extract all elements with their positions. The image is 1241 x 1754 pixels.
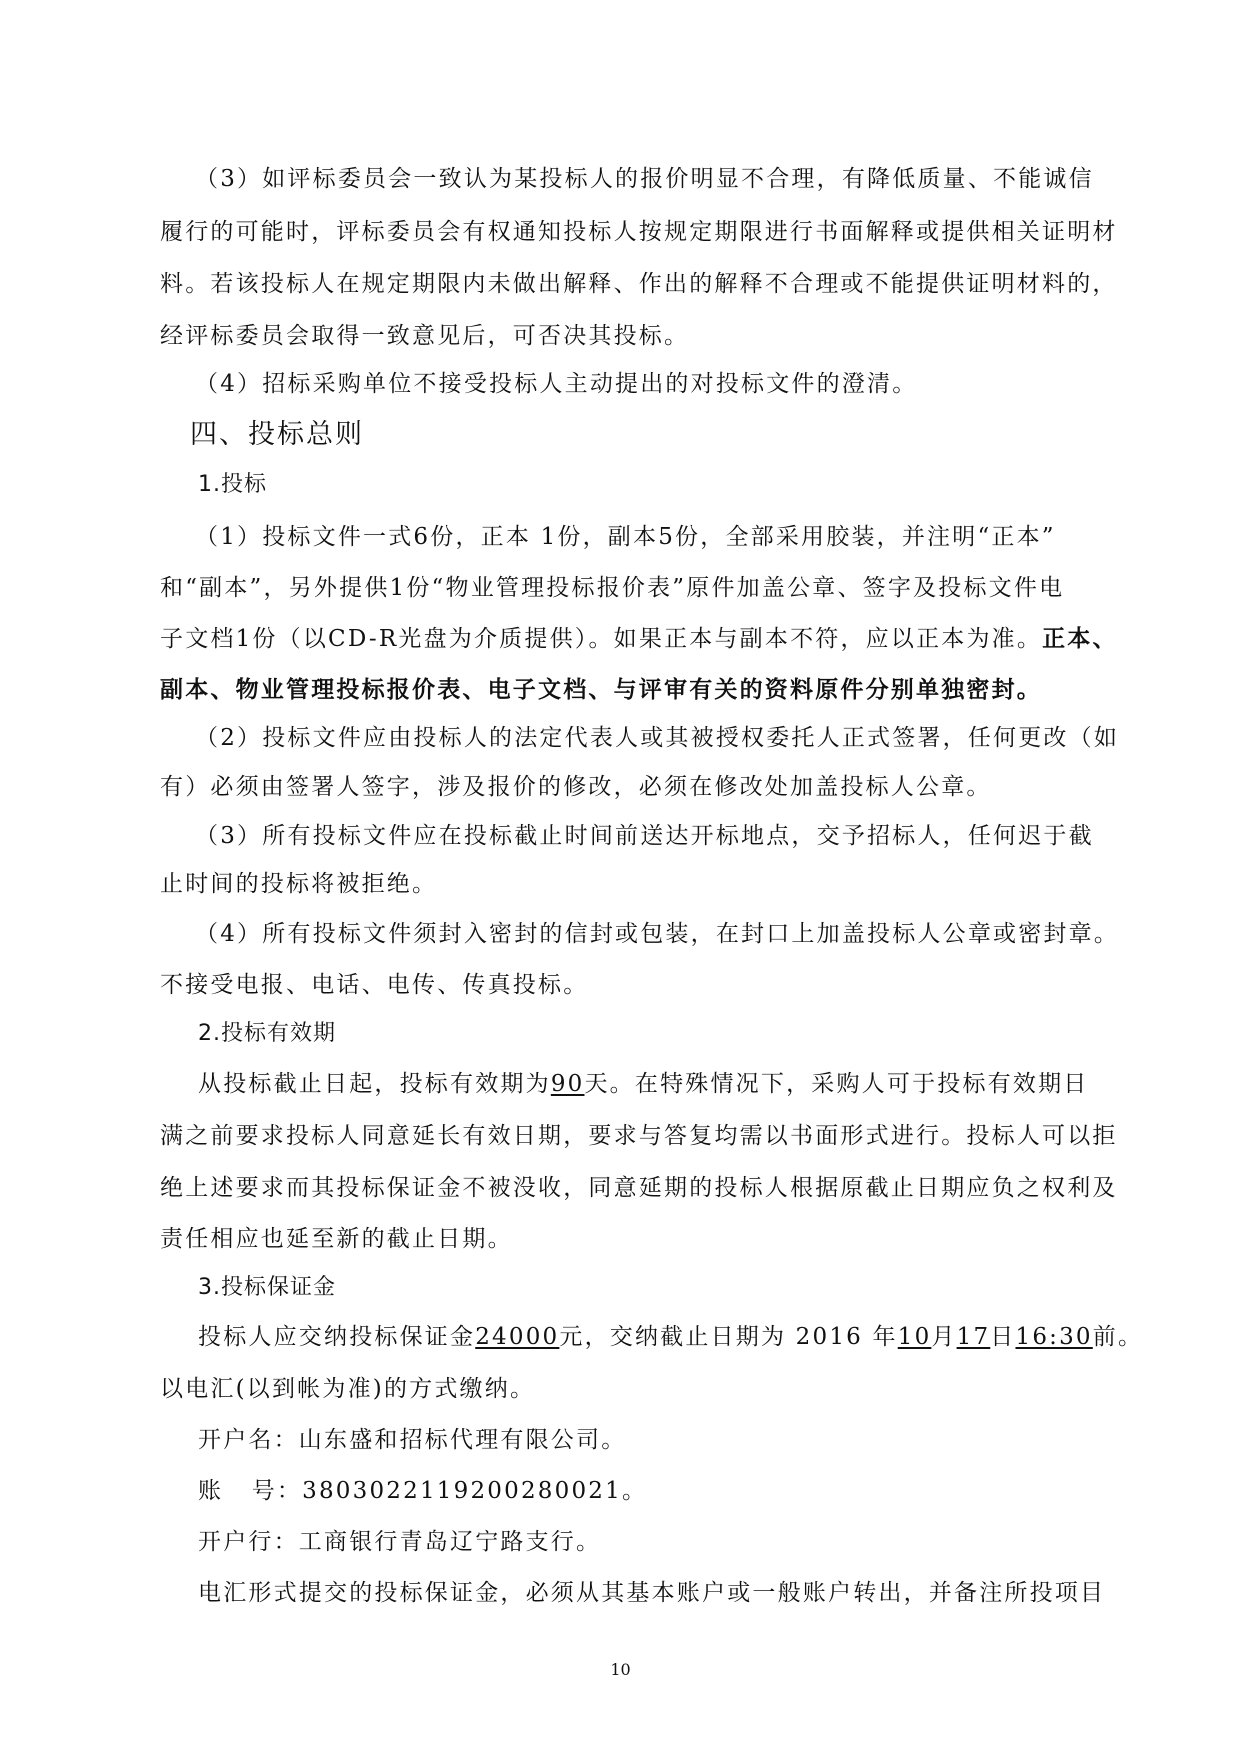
section-heading: 四、投标总则 <box>190 419 364 451</box>
deadline-month: 10 <box>897 1324 932 1351</box>
paragraph-line: 有）必须由签署人签字，涉及报价的修改，必须在修改处加盖投标人公章。 <box>160 773 992 800</box>
paragraph-line: 料。若该投标人在规定期限内未做出解释、作出的解释不合理或不能提供证明材料的， <box>160 270 1118 297</box>
paragraph-line <box>198 1069 1088 1099</box>
paragraph-line: （3）所有投标文件应在投标截止时间前送达开标地点，交予招标人，任何迟于截 <box>195 823 1094 850</box>
paragraph-line: 电汇形式提交的投标保证金，必须从其基本账户或一般账户转出，并备注所投项目 <box>198 1580 1106 1607</box>
paragraph-line: （3）如评标委员会一致认为某投标人的报价明显不合理，有降低质量、不能诚信 <box>195 165 1094 192</box>
paragraph-line: 绝上述要求而其投标保证金不被没收，同意延期的投标人根据原截止日期应负之权利及 <box>160 1174 1118 1201</box>
paragraph-line: 满之前要求投标人同意延长有效日期，要求与答复均需以书面形式进行。投标人可以拒 <box>160 1122 1118 1149</box>
page-number: 10 <box>610 1660 631 1679</box>
deadline-time: 16:30 <box>1015 1324 1093 1351</box>
paragraph-line: （1）投标文件一式6份，正本 1份，副本5份，全部采用胶装，并注明“正本” <box>195 523 1056 550</box>
text-run: 月 <box>931 1324 957 1351</box>
paragraph-line <box>160 624 1118 654</box>
paragraph-line: 以电汇(以到帐为准)的方式缴纳。 <box>160 1375 536 1402</box>
text-run: 天。在特殊情况下，采购人可于投标有效期日 <box>584 1071 1089 1098</box>
text-run: 元，交纳截止日期为 2016 年 <box>559 1324 898 1351</box>
paragraph-line: （4）招标采购单位不接受投标人主动提出的对投标文件的澄清。 <box>195 371 918 398</box>
text-run: 投标人应交纳投标保证金 <box>198 1324 476 1351</box>
text-run: 从投标截止日起，投标有效期为 <box>198 1071 551 1098</box>
bold-paragraph-line: 副本、物业管理投标报价表、电子文档、与评审有关的资料原件分别单独密封。 <box>160 676 1042 704</box>
paragraph-line: 和“副本”，另外提供1份“物业管理投标报价表”原件加盖公章、签字及投标文件电 <box>160 574 1065 601</box>
paragraph-line <box>198 1322 1143 1352</box>
bank-line: 开户行：工商银行青岛辽宁路支行。 <box>198 1528 602 1555</box>
paragraph-line: 责任相应也延至新的截止日期。 <box>160 1225 513 1252</box>
validity-days: 90 <box>550 1071 585 1098</box>
paragraph-line: （4）所有投标文件须封入密封的信封或包装，在封口上加盖投标人公章或密封章。 <box>195 920 1120 947</box>
text-run: 日 <box>990 1324 1016 1351</box>
subsection-heading: 2.投标有效期 <box>198 1021 336 1047</box>
paragraph-line: 止时间的投标将被拒绝。 <box>160 871 438 898</box>
deadline-day: 17 <box>956 1324 991 1351</box>
bold-text-run: 正本、 <box>1042 624 1118 652</box>
text-run: 前。 <box>1092 1324 1144 1351</box>
paragraph-line: 履行的可能时，评标委员会有权通知投标人按规定期限进行书面解释或提供相关证明材 <box>160 218 1118 245</box>
paragraph-line: 不接受电报、电话、电传、传真投标。 <box>160 971 589 998</box>
account-number-line: 账 号：3803022119200280021。 <box>198 1477 648 1504</box>
deposit-amount: 24000 <box>475 1324 560 1351</box>
subsection-heading: 1.投标 <box>198 472 267 498</box>
paragraph-line: （2）投标文件应由投标人的法定代表人或其被授权委托人正式签署，任何更改（如 <box>195 725 1120 752</box>
account-name-line: 开户名：山东盛和招标代理有限公司。 <box>198 1426 627 1453</box>
text-run: 子文档1份（以CD-R光盘为介质提供）。如果正本与副本不符，应以正本为准。 <box>160 625 1043 652</box>
subsection-heading: 3.投标保证金 <box>198 1275 336 1301</box>
paragraph-line: 经评标委员会取得一致意见后，可否决其投标。 <box>160 322 690 349</box>
